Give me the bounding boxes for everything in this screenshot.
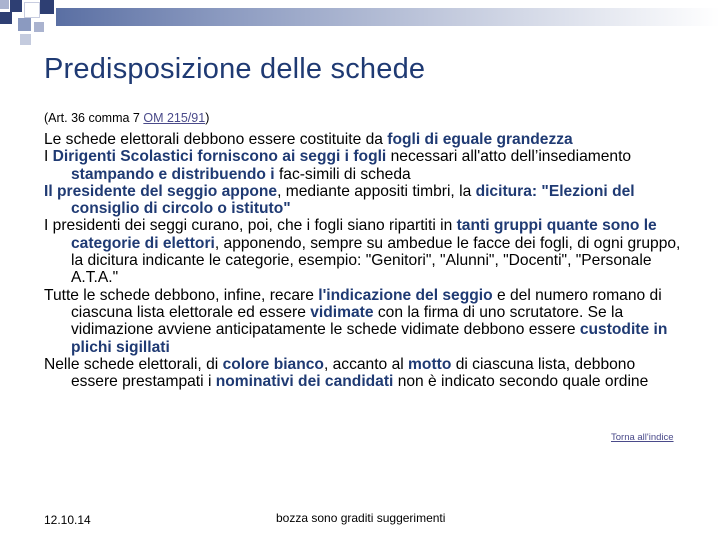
highlighted-text: Il presidente del seggio appone [44,182,278,200]
highlighted-text: motto [408,355,452,373]
slide-title: Predisposizione delle schede [44,53,426,85]
deco-square [34,22,44,32]
highlighted-text: stampando e distribuendo i [71,165,275,183]
body-text-run: fac-simili di scheda [274,165,411,183]
body-paragraph [44,287,684,356]
body-text-run: con la firma di uno scrutatore. Se la vidimazione avviene anticipatamente le schede vidimate debbono essere [71,303,624,339]
body-text-run: Le schede elettorali debbono essere costituite da [44,131,388,148]
body-text-run: e del numero romano di ciascuna lista elettorale ed essere [71,286,662,321]
highlighted-text: nominativi dei candidati [215,373,394,391]
highlighted-text: fogli di eguale grandezza [387,131,573,148]
highlighted-text: l'indicazione del seggio [318,286,493,304]
back-to-index-link[interactable]: Torna all'indice [611,432,674,443]
body-paragraph [44,217,684,286]
highlighted-text: vidimate [310,303,374,321]
body-text-run: I [44,148,53,166]
body-text-run: , mediante appositi timbri, la [277,182,476,200]
highlighted-text: colore bianco [222,355,324,373]
deco-square [10,0,22,12]
body-text-run: Nelle schede elettorali, di [44,355,223,373]
header-gradient-bar [56,8,720,26]
slide-body [44,131,684,390]
body-text-run: , accanto al [323,355,409,373]
body-text-run: di ciascuna lista, debbono essere prestampati i [71,355,636,391]
deco-square [0,12,12,24]
body-text-run: , apponendo, sempre su ambedue le facce dei fogli, di ogni gruppo, la dicitura indicante le categorie, esempio: "Genitori", "Alunni", "Docenti", "Personale A.T.A." [71,234,681,287]
reference-link[interactable]: OM 215/91 [143,111,206,125]
body-paragraph [44,356,684,391]
body-text-run: non è indicato secondo quale ordine [393,373,649,391]
reference-suffix: ) [205,111,210,125]
body-text-run: I presidenti dei seggi curano, poi, che i fogli siano ripartiti in [44,217,457,235]
highlighted-text: custodite in plichi sigillati [71,321,668,356]
highlighted-text: Dirigenti Scolastici forniscono ai seggi i fogli [52,148,387,166]
deco-square [0,0,9,9]
body-text-run: Tutte le schede debbono, infine, recare [44,286,319,304]
deco-square [20,34,31,45]
reference-prefix: (Art. 36 comma 7 [44,111,144,125]
body-text-run: necessari all'atto dell’insediamento [386,148,632,166]
footer-date: 12.10.14 [44,513,91,527]
deco-square [40,0,54,14]
deco-square [24,2,40,18]
legal-reference [44,111,209,125]
body-paragraph [44,183,684,218]
body-paragraph [44,148,684,183]
header-decoration [0,0,720,60]
deco-square [18,18,31,31]
highlighted-text: tanti gruppi quante sono le categorie di elettori [71,217,657,252]
body-paragraph [44,131,684,148]
highlighted-text: dicitura: "Elezioni del consiglio di circolo o istituto" [71,182,635,218]
footer-text: bozza sono graditi suggerimenti [276,511,446,525]
